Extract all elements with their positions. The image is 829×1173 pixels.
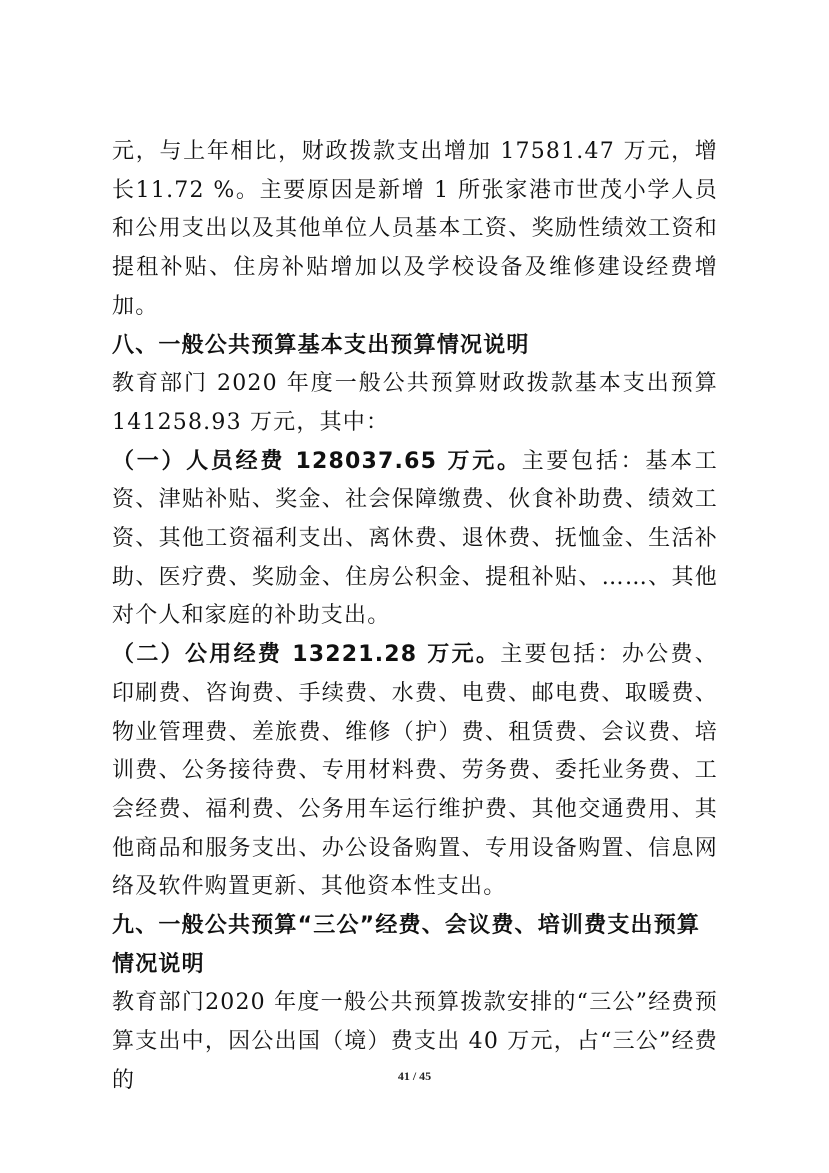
document-body: [112, 133, 718, 1101]
public-expenses-lead: （二）公用经费 13221.28 万元。: [112, 642, 501, 668]
page-number: 41 / 45: [397, 1069, 432, 1083]
paragraph-public-expenses: [112, 636, 718, 907]
personnel-expenses-body: 主要包括：基本工资、津贴补贴、奖金、社会保障缴费、伙食补助费、绩效工资、其他工资福利支出、离休费、退休费、抚恤金、生活补助、医疗费、奖励金、住房公积金、提租补贴、……、其他对个人和家庭的补助支出。: [112, 448, 718, 629]
paragraph-personnel-expenses: [112, 443, 718, 637]
paragraph-expenditure-increase: 元，与上年相比，财政拨款支出增加 17581.47 万元，增长11.72 %。主要原因是新增 1 所张家港市世茂小学人员和公用支出以及其他单位人员基本工资、奖励性绩效工资和提租补贴、住房补贴增加以及学校设备及维修建设经费增加。: [112, 139, 718, 319]
personnel-expenses-lead: （一）人员经费 128037.65 万元。: [112, 448, 522, 474]
paragraph-three-public-expenses: 教育部门2020 年度一般公共预算拨款安排的“三公”经费预算支出中，因公出国（境）费支出 40 万元，占“三公”经费的: [112, 990, 718, 1093]
section-heading-9: 九、一般公共预算“三公”经费、会议费、培训费支出预算情况说明: [112, 913, 701, 977]
section-heading-8: 八、一般公共预算基本支出预算情况说明: [112, 332, 530, 358]
paragraph-basic-expenditure: 教育部门 2020 年度一般公共预算财政拨款基本支出预算141258.93 万元，其中：: [112, 371, 718, 435]
public-expenses-body: 主要包括：办公费、印刷费、咨询费、手续费、水费、电费、邮电费、取暖费、物业管理费、差旅费、维修（护）费、租赁费、会议费、培训费、公务接待费、专用材料费、劳务费、委托业务费、工会经费、福利费、公务用车运行维护费、其他交通费用、其他商品和服务支出、办公设备购置、专用设备购置、信息网络及软件购置更新、其他资本性支出。: [112, 642, 718, 900]
